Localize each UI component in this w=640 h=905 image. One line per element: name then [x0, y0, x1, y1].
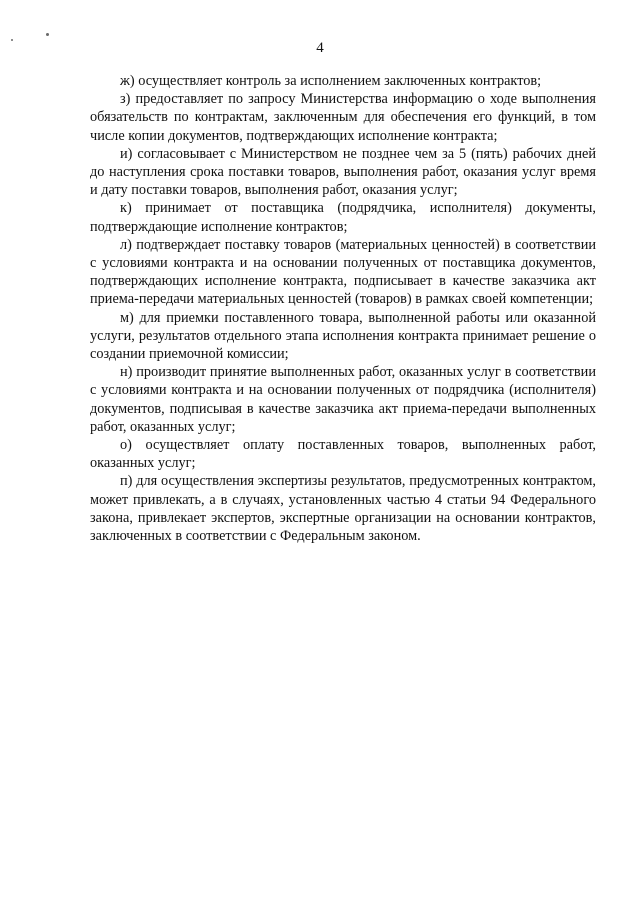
clause-zh: ж) осуществляет контроль за исполнением заключенных контрактов; — [120, 73, 542, 89]
clause-m: м) для приемки поставленного товара, выполненной работы или оказанной услуги, результатов отдельного этапа исполнения контракта принимает решение о создании приемочной комиссии; — [90, 309, 596, 363]
clause-o: о) осуществляет оплату поставленных товаров, выполненных работ, оказанных услуг; — [90, 437, 596, 472]
clause-p: п) для осуществления экспертизы результатов, предусмотренных контрактом, может привлекать, а в случаях, установленных частью 4 статьи 94 Федерального закона, привлекает экспертов, экспертные организации на основании контрактов, заключенных в соответствии с Федеральным законом. — [90, 473, 596, 545]
clause-i: и) согласовывает с Министерством не позднее чем за 5 (пять) рабочих дней до наступления срока поставки товаров, выполнения работ, оказания услуг время и дату поставки товаров, выполнения работ, оказания услуг; — [90, 145, 596, 199]
clause-l: л) подтверждает поставку товаров (материальных ценностей) в соответствии с условиями контракта и на основании полученных от поставщика документов, подтверждающих исполнение контракта, подписывает в качестве заказчика акт приема-передачи материальных ценностей (товаров) в рамках своей компетенции; — [90, 236, 596, 308]
page-number: 4 — [316, 40, 324, 56]
clause-z: з) предоставляет по запросу Министерства информацию о ходе выполнения обязательств по контрактам, заключенным для обеспечения его функций, в том числе копии документов, подтверждающих исполнение контракта; — [90, 91, 596, 144]
scan-speck — [46, 33, 49, 36]
clause-n: н) производит принятие выполненных работ, оказанных услуг в соответствии с условиями контракта и на основании полученных от подрядчика (исполнителя) документов, подписывая в качестве заказчика акт приема-передачи выполненных работ, оказанных услуг; — [90, 364, 596, 435]
clause-k: к) принимает от поставщика (подрядчика, исполнителя) документы, подтверждающие исполнение контрактов; — [90, 200, 596, 235]
document-body — [90, 72, 596, 545]
